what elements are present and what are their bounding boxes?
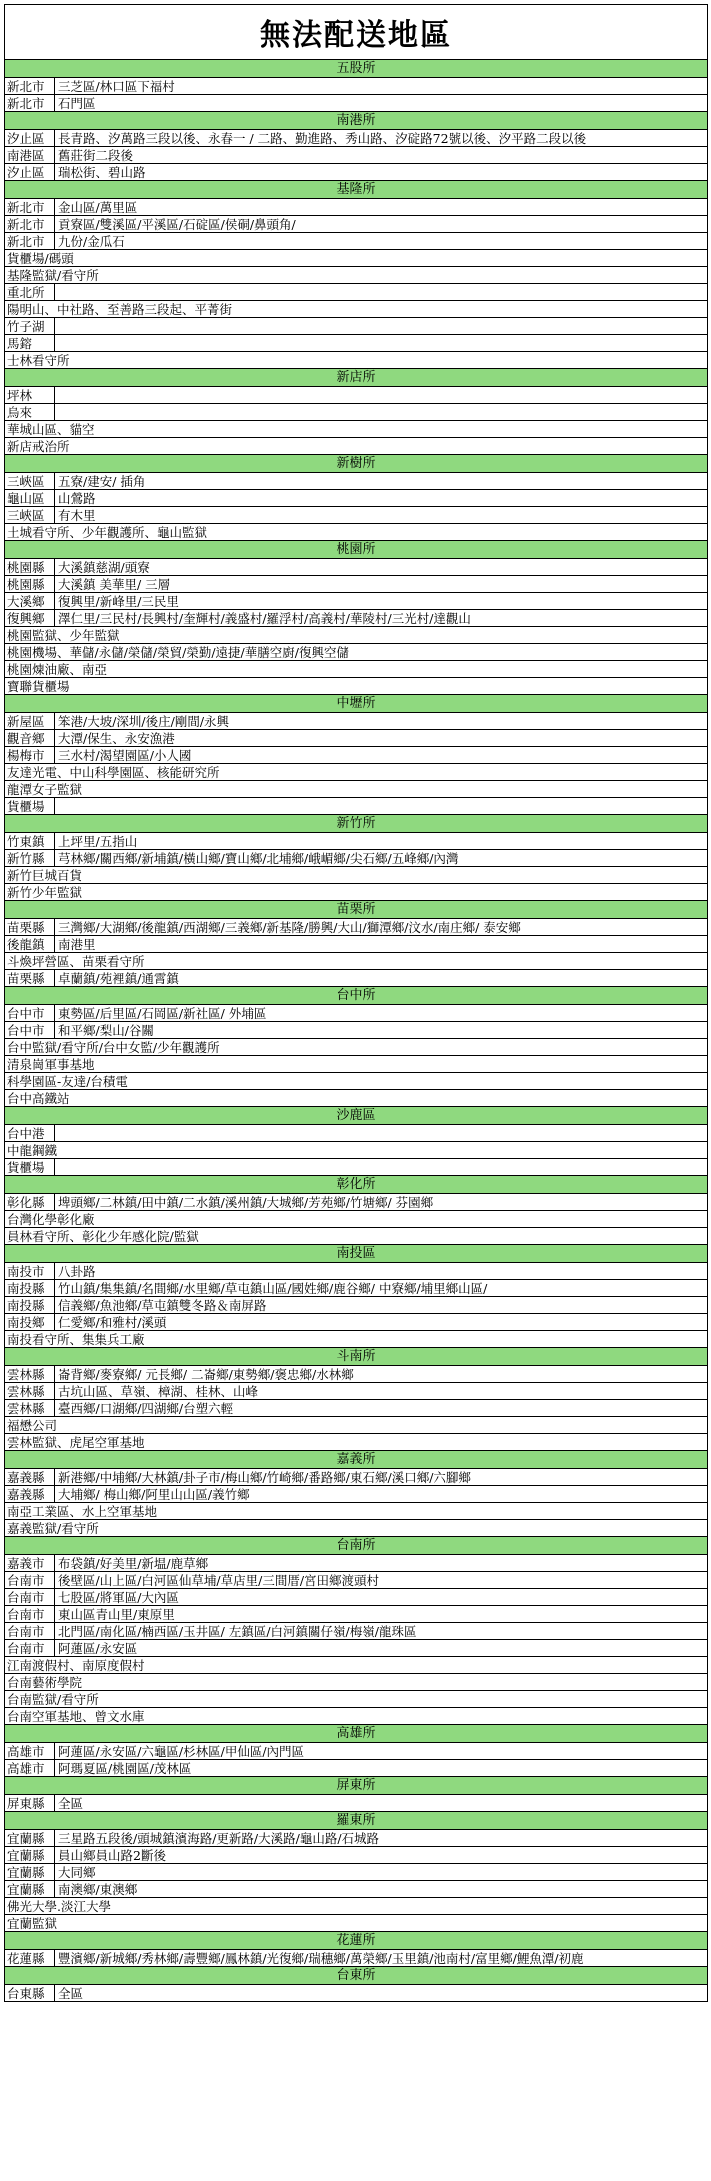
- area-cell: 台東縣: [5, 1985, 55, 2002]
- area-cell: 雲林縣: [5, 1400, 55, 1417]
- table-row: [5, 490, 708, 507]
- detail-cell: 新港鄉/中埔鄉/大林鎮/卦子市/梅山鄉/竹崎鄉/番路鄉/東石鄉/溪口鄉/六腳鄉: [55, 1469, 708, 1486]
- detail-cell: 和平鄉/梨山/谷關: [55, 1022, 708, 1039]
- table-row: [5, 576, 708, 593]
- full-row-cell: 基隆監獄/看守所: [5, 267, 708, 284]
- full-row-cell: 中龍鋼鐵: [5, 1142, 708, 1159]
- table-row: [5, 78, 708, 95]
- area-cell: 復興鄉: [5, 610, 55, 627]
- area-cell: 新竹縣: [5, 850, 55, 867]
- area-cell: 三峽區: [5, 473, 55, 490]
- table-row: [5, 850, 708, 867]
- table-row: [5, 284, 708, 301]
- table-row: [5, 421, 708, 438]
- area-cell: 南投縣: [5, 1297, 55, 1314]
- table-row: [5, 1589, 708, 1606]
- area-cell: 高雄市: [5, 1743, 55, 1760]
- table-row: [5, 1623, 708, 1640]
- area-cell: 新北市: [5, 233, 55, 250]
- table-row: [5, 867, 708, 884]
- table-row: [5, 1194, 708, 1211]
- area-cell: 宜蘭縣: [5, 1864, 55, 1881]
- area-cell: 竹子湖: [5, 318, 55, 335]
- area-cell: 宜蘭縣: [5, 1830, 55, 1847]
- area-cell: 桃園縣: [5, 576, 55, 593]
- detail-cell: 芎林鄉/關西鄉/新埔鎮/橫山鄉/寶山鄉/北埔鄉/峨嵋鄉/尖石鄉/五峰鄉/內灣: [55, 850, 708, 867]
- detail-cell: 東山區青山里/東原里: [55, 1606, 708, 1623]
- full-row-cell: 貨櫃場/碼頭: [5, 250, 708, 267]
- section-header: 南港所: [5, 112, 708, 130]
- table-row: [5, 1743, 708, 1760]
- table-row: [5, 1503, 708, 1520]
- detail-cell: 阿瑪夏區/桃園區/茂林區: [55, 1760, 708, 1777]
- full-row-cell: 清泉崗軍事基地: [5, 1056, 708, 1073]
- table-row: [5, 953, 708, 970]
- area-cell: 汐止區: [5, 130, 55, 147]
- detail-cell: 古坑山區、草嶺、樟湖、桂林、山峰: [55, 1383, 708, 1400]
- table-row: [5, 1985, 708, 2002]
- detail-cell: 三芝區/林口區下福村: [55, 78, 708, 95]
- table-row: [5, 1760, 708, 1777]
- section-header: 羅東所: [5, 1812, 708, 1830]
- detail-cell: 五寮/建安/ 插角: [55, 473, 708, 490]
- full-row-cell: 斗煥坪營區、苗栗看守所: [5, 953, 708, 970]
- area-cell: 貨櫃場: [5, 1159, 55, 1176]
- full-row-cell: 福懋公司: [5, 1417, 708, 1434]
- table-row: [5, 747, 708, 764]
- table-row: [5, 764, 708, 781]
- section-header: 斗南所: [5, 1348, 708, 1366]
- table-row: [5, 1331, 708, 1348]
- table-row: [5, 919, 708, 936]
- detail-cell: 復興里/新峰里/三民里: [55, 593, 708, 610]
- full-row-cell: 南亞工業區、水上空軍基地: [5, 1503, 708, 1520]
- table-row: [5, 781, 708, 798]
- full-row-cell: 士林看守所: [5, 352, 708, 369]
- area-cell: 新北市: [5, 78, 55, 95]
- full-row-cell: 南投看守所、集集兵工廠: [5, 1331, 708, 1348]
- detail-cell: 八卦路: [55, 1263, 708, 1280]
- detail-cell: 三水村/渴望園區/小人國: [55, 747, 708, 764]
- table-row: [5, 1022, 708, 1039]
- area-cell: 台南市: [5, 1606, 55, 1623]
- area-cell: 新北市: [5, 199, 55, 216]
- table-row: [5, 352, 708, 369]
- section-header: 基隆所: [5, 181, 708, 199]
- table-row: [5, 1572, 708, 1589]
- detail-cell: 崙背鄉/麥寮鄉/ 元長鄉/ 二崙鄉/東勢鄉/褒忠鄉/水林鄉: [55, 1366, 708, 1383]
- table-row: [5, 404, 708, 421]
- page-title: 無法配送地區: [5, 5, 708, 60]
- table-row: [5, 713, 708, 730]
- detail-cell: 卓蘭鎮/苑裡鎮/通霄鎮: [55, 970, 708, 987]
- table-row: [5, 1555, 708, 1572]
- table-row: [5, 147, 708, 164]
- table-row: [5, 1297, 708, 1314]
- table-row: [5, 678, 708, 695]
- section-header: 桃園所: [5, 541, 708, 559]
- detail-cell: 大同鄉: [55, 1864, 708, 1881]
- detail-cell: 大埔鄉/ 梅山鄉/阿里山山區/義竹鄉: [55, 1486, 708, 1503]
- full-row-cell: 台灣化學彰化廠: [5, 1211, 708, 1228]
- table-row: [5, 1159, 708, 1176]
- table-row: [5, 1417, 708, 1434]
- area-cell: 台南市: [5, 1623, 55, 1640]
- table-row: [5, 1795, 708, 1812]
- table-row: [5, 1280, 708, 1297]
- detail-cell: 大溪鎮 美華里/ 三層: [55, 576, 708, 593]
- section-header: 屏東所: [5, 1777, 708, 1795]
- full-row-cell: 陽明山、中社路、至善路三段起、平菁街: [5, 301, 708, 318]
- area-cell: 烏來: [5, 404, 55, 421]
- table-row: [5, 1005, 708, 1022]
- full-row-cell: 台南監獄/看守所: [5, 1691, 708, 1708]
- table-row: [5, 130, 708, 147]
- area-cell: 觀音鄉: [5, 730, 55, 747]
- detail-cell: 仁愛鄉/和雅村/溪頭: [55, 1314, 708, 1331]
- table-row: [5, 1211, 708, 1228]
- area-cell: 嘉義縣: [5, 1486, 55, 1503]
- area-cell: 宜蘭縣: [5, 1847, 55, 1864]
- table-row: [5, 1640, 708, 1657]
- table-row: [5, 1691, 708, 1708]
- area-cell: 台中市: [5, 1022, 55, 1039]
- full-row-cell: 台南藝術學院: [5, 1674, 708, 1691]
- detail-cell: [55, 318, 708, 335]
- area-cell: 大溪鄉: [5, 593, 55, 610]
- detail-cell: 豐濱鄉/新城鄉/秀林鄉/壽豐鄉/鳳林鎮/光復鄉/瑞穗鄉/萬榮鄉/玉里鎮/池南村/富里鄉/鯉魚潭/初鹿: [55, 1950, 708, 1967]
- table-row: [5, 1142, 708, 1159]
- section-header: 台東所: [5, 1967, 708, 1985]
- section-header: 新店所: [5, 369, 708, 387]
- table-row: [5, 1708, 708, 1725]
- detail-cell: 大溪鎮慈湖/頭寮: [55, 559, 708, 576]
- table-row: [5, 833, 708, 850]
- area-cell: 雲林縣: [5, 1383, 55, 1400]
- table-row: [5, 438, 708, 455]
- detail-cell: 貢寮區/雙溪區/平溪區/石碇區/侯硐/鼻頭角/: [55, 216, 708, 233]
- detail-cell: 金山區/萬里區: [55, 199, 708, 216]
- section-header: 嘉義所: [5, 1451, 708, 1469]
- section-header: 沙鹿區: [5, 1107, 708, 1125]
- area-cell: 新屋區: [5, 713, 55, 730]
- full-row-cell: 新竹巨城百貨: [5, 867, 708, 884]
- area-cell: 龜山區: [5, 490, 55, 507]
- delivery-exclusion-table: [4, 4, 708, 2002]
- detail-cell: 瑞松街、碧山路: [55, 164, 708, 181]
- detail-cell: 舊莊街二段後: [55, 147, 708, 164]
- table-row: [5, 473, 708, 490]
- area-cell: 台南市: [5, 1572, 55, 1589]
- table-row: [5, 1881, 708, 1898]
- area-cell: 台南市: [5, 1589, 55, 1606]
- detail-cell: 信義鄉/魚池鄉/草屯鎮雙冬路＆南屏路: [55, 1297, 708, 1314]
- detail-cell: 七股區/將軍區/大內區: [55, 1589, 708, 1606]
- area-cell: 台中市: [5, 1005, 55, 1022]
- area-cell: 南港區: [5, 147, 55, 164]
- table-row: [5, 559, 708, 576]
- section-header: 南投區: [5, 1245, 708, 1263]
- table-row: [5, 387, 708, 404]
- area-cell: 高雄市: [5, 1760, 55, 1777]
- area-cell: 貨櫃場: [5, 798, 55, 815]
- detail-cell: 南港里: [55, 936, 708, 953]
- detail-cell: 上坪里/五指山: [55, 833, 708, 850]
- area-cell: 桃園縣: [5, 559, 55, 576]
- section-header: 新竹所: [5, 815, 708, 833]
- sections-container: [5, 60, 708, 2002]
- table-row: [5, 1486, 708, 1503]
- area-cell: 彰化縣: [5, 1194, 55, 1211]
- detail-cell: [55, 798, 708, 815]
- detail-cell: 東勢區/后里區/石岡區/新社區/ 外埔區: [55, 1005, 708, 1022]
- detail-cell: 竹山鎮/集集鎮/名間鄉/水里鄉/草屯鎮山區/國姓鄉/鹿谷鄉/ 中寮鄉/埔里鄉山區/: [55, 1280, 708, 1297]
- full-row-cell: 佛光大學.淡江大學: [5, 1898, 708, 1915]
- full-row-cell: 龍潭女子監獄: [5, 781, 708, 798]
- detail-cell: 九份/金瓜石: [55, 233, 708, 250]
- area-cell: 南投市: [5, 1263, 55, 1280]
- table-row: [5, 95, 708, 112]
- section-header: 中壢所: [5, 695, 708, 713]
- area-cell: 坪林: [5, 387, 55, 404]
- table-row: [5, 233, 708, 250]
- area-cell: 楊梅市: [5, 747, 55, 764]
- area-cell: 汐止區: [5, 164, 55, 181]
- table-row: [5, 593, 708, 610]
- table-row: [5, 730, 708, 747]
- section-header: 彰化所: [5, 1176, 708, 1194]
- full-row-cell: 江南渡假村、南原度假村: [5, 1657, 708, 1674]
- table-row: [5, 1400, 708, 1417]
- full-row-cell: 員林看守所、彰化少年感化院/監獄: [5, 1228, 708, 1245]
- detail-cell: 長青路、汐萬路三段以後、永春一 / 二路、勤進路、秀山路、汐碇路72號以後、汐平路二段以後: [55, 130, 708, 147]
- table-row: [5, 610, 708, 627]
- table-row: [5, 1864, 708, 1881]
- table-row: [5, 1657, 708, 1674]
- area-cell: 台中港: [5, 1125, 55, 1142]
- full-row-cell: 新店戒治所: [5, 438, 708, 455]
- section-header: 台中所: [5, 987, 708, 1005]
- area-cell: 重北所: [5, 284, 55, 301]
- detail-cell: 山鶯路: [55, 490, 708, 507]
- section-header: 苗栗所: [5, 901, 708, 919]
- detail-cell: [55, 404, 708, 421]
- table-row: [5, 884, 708, 901]
- table-row: [5, 1263, 708, 1280]
- table-row: [5, 301, 708, 318]
- detail-cell: 阿蓮區/永安區: [55, 1640, 708, 1657]
- table-row: [5, 1847, 708, 1864]
- full-row-cell: 友達光電、中山科學園區、核能研究所: [5, 764, 708, 781]
- detail-cell: [55, 387, 708, 404]
- full-row-cell: 台南空軍基地、曾文水庫: [5, 1708, 708, 1725]
- table-row: [5, 524, 708, 541]
- detail-cell: 南澳鄉/東澳鄉: [55, 1881, 708, 1898]
- table-row: [5, 1090, 708, 1107]
- table-row: [5, 1469, 708, 1486]
- full-row-cell: 桃園機場、華儲/永儲/榮儲/榮貿/榮勤/遠捷/華膳空廚/復興空儲: [5, 644, 708, 661]
- area-cell: 苗栗縣: [5, 970, 55, 987]
- table-row: [5, 970, 708, 987]
- table-row: [5, 199, 708, 216]
- full-row-cell: 桃園煉油廠、南亞: [5, 661, 708, 678]
- area-cell: 花蓮縣: [5, 1950, 55, 1967]
- detail-cell: [55, 284, 708, 301]
- detail-cell: 三星路五段後/頭城鎮濱海路/更新路/大溪路/龜山路/石城路: [55, 1830, 708, 1847]
- detail-cell: 阿蓮區/永安區/六龜區/杉林區/甲仙區/內門區: [55, 1743, 708, 1760]
- detail-cell: 石門區: [55, 95, 708, 112]
- area-cell: 雲林縣: [5, 1366, 55, 1383]
- full-row-cell: 華城山區、貓空: [5, 421, 708, 438]
- section-header: 高雄所: [5, 1725, 708, 1743]
- detail-cell: 笨港/大坡/深圳/後庄/剛間/永興: [55, 713, 708, 730]
- detail-cell: 埤頭鄉/二林鎮/田中鎮/二水鎮/溪州鎮/大城鄉/芳苑鄉/竹塘鄉/ 芬園鄉: [55, 1194, 708, 1211]
- full-row-cell: 台中監獄/看守所/台中女監/少年觀護所: [5, 1039, 708, 1056]
- detail-cell: 布袋鎮/好美里/新塭/鹿草鄉: [55, 1555, 708, 1572]
- detail-cell: 北門區/南化區/楠西區/玉井區/ 左鎮區/白河鎮關仔嶺/梅嶺/龍珠區: [55, 1623, 708, 1640]
- full-row-cell: 土城看守所、少年觀護所、龜山監獄: [5, 524, 708, 541]
- table-row: [5, 1830, 708, 1847]
- full-row-cell: 雲林監獄、虎尾空軍基地: [5, 1434, 708, 1451]
- area-cell: 屏東縣: [5, 1795, 55, 1812]
- detail-cell: 有木里: [55, 507, 708, 524]
- table-row: [5, 936, 708, 953]
- full-row-cell: 新竹少年監獄: [5, 884, 708, 901]
- area-cell: 台南市: [5, 1640, 55, 1657]
- area-cell: 苗栗縣: [5, 919, 55, 936]
- table-row: [5, 267, 708, 284]
- detail-cell: 澤仁里/三民村/長興村/奎輝村/義盛村/羅浮村/高義村/華陵村/三光村/達觀山: [55, 610, 708, 627]
- full-row-cell: 宜蘭監獄: [5, 1915, 708, 1932]
- area-cell: 新北市: [5, 95, 55, 112]
- area-cell: 後龍鎮: [5, 936, 55, 953]
- full-row-cell: 寶聯貨櫃場: [5, 678, 708, 695]
- table-row: [5, 507, 708, 524]
- full-row-cell: 科學園區-友達/台積電: [5, 1073, 708, 1090]
- section-header: 五股所: [5, 60, 708, 78]
- table-row: [5, 1434, 708, 1451]
- table-row: [5, 335, 708, 352]
- table-row: [5, 1606, 708, 1623]
- table-row: [5, 798, 708, 815]
- table-row: [5, 318, 708, 335]
- area-cell: 嘉義縣: [5, 1469, 55, 1486]
- table-row: [5, 1073, 708, 1090]
- detail-cell: [55, 1125, 708, 1142]
- area-cell: 馬鎔: [5, 335, 55, 352]
- section-header: 花蓮所: [5, 1932, 708, 1950]
- table-row: [5, 1383, 708, 1400]
- area-cell: 嘉義市: [5, 1555, 55, 1572]
- full-row-cell: 桃園監獄、少年監獄: [5, 627, 708, 644]
- table-row: [5, 1039, 708, 1056]
- table-row: [5, 661, 708, 678]
- table-row: [5, 1898, 708, 1915]
- detail-cell: [55, 335, 708, 352]
- detail-cell: 全區: [55, 1795, 708, 1812]
- section-header: 台南所: [5, 1537, 708, 1555]
- area-cell: 南投鄉: [5, 1314, 55, 1331]
- detail-cell: 員山鄉員山路2斷後: [55, 1847, 708, 1864]
- detail-cell: 三灣鄉/大湖鄉/後龍鎮/西湖鄉/三義鄉/新基隆/勝興/大山/獅潭鄉/汶水/南庄鄉/ 泰安鄉: [55, 919, 708, 936]
- table-row: [5, 1314, 708, 1331]
- table-row: [5, 164, 708, 181]
- full-row-cell: 台中高鐵站: [5, 1090, 708, 1107]
- table-row: [5, 1056, 708, 1073]
- area-cell: 竹東鎮: [5, 833, 55, 850]
- table-row: [5, 1674, 708, 1691]
- table-row: [5, 1228, 708, 1245]
- area-cell: 宜蘭縣: [5, 1881, 55, 1898]
- table-row: [5, 1366, 708, 1383]
- area-cell: 新北市: [5, 216, 55, 233]
- table-row: [5, 1520, 708, 1537]
- table-row: [5, 216, 708, 233]
- detail-cell: 大潭/保生、永安漁港: [55, 730, 708, 747]
- table-row: [5, 644, 708, 661]
- detail-cell: [55, 1159, 708, 1176]
- full-row-cell: 嘉義監獄/看守所: [5, 1520, 708, 1537]
- detail-cell: 後壁區/山上區/白河區仙草埔/草店里/三間厝/宮田鄉渡頭村: [55, 1572, 708, 1589]
- table-row: [5, 627, 708, 644]
- detail-cell: 臺西鄉/口湖鄉/四湖鄉/台塑六輕: [55, 1400, 708, 1417]
- area-cell: 三峽區: [5, 507, 55, 524]
- table-row: [5, 1915, 708, 1932]
- detail-cell: 全區: [55, 1985, 708, 2002]
- section-header: 新樹所: [5, 455, 708, 473]
- table-row: [5, 1125, 708, 1142]
- area-cell: 南投縣: [5, 1280, 55, 1297]
- table-row: [5, 250, 708, 267]
- table-row: [5, 1950, 708, 1967]
